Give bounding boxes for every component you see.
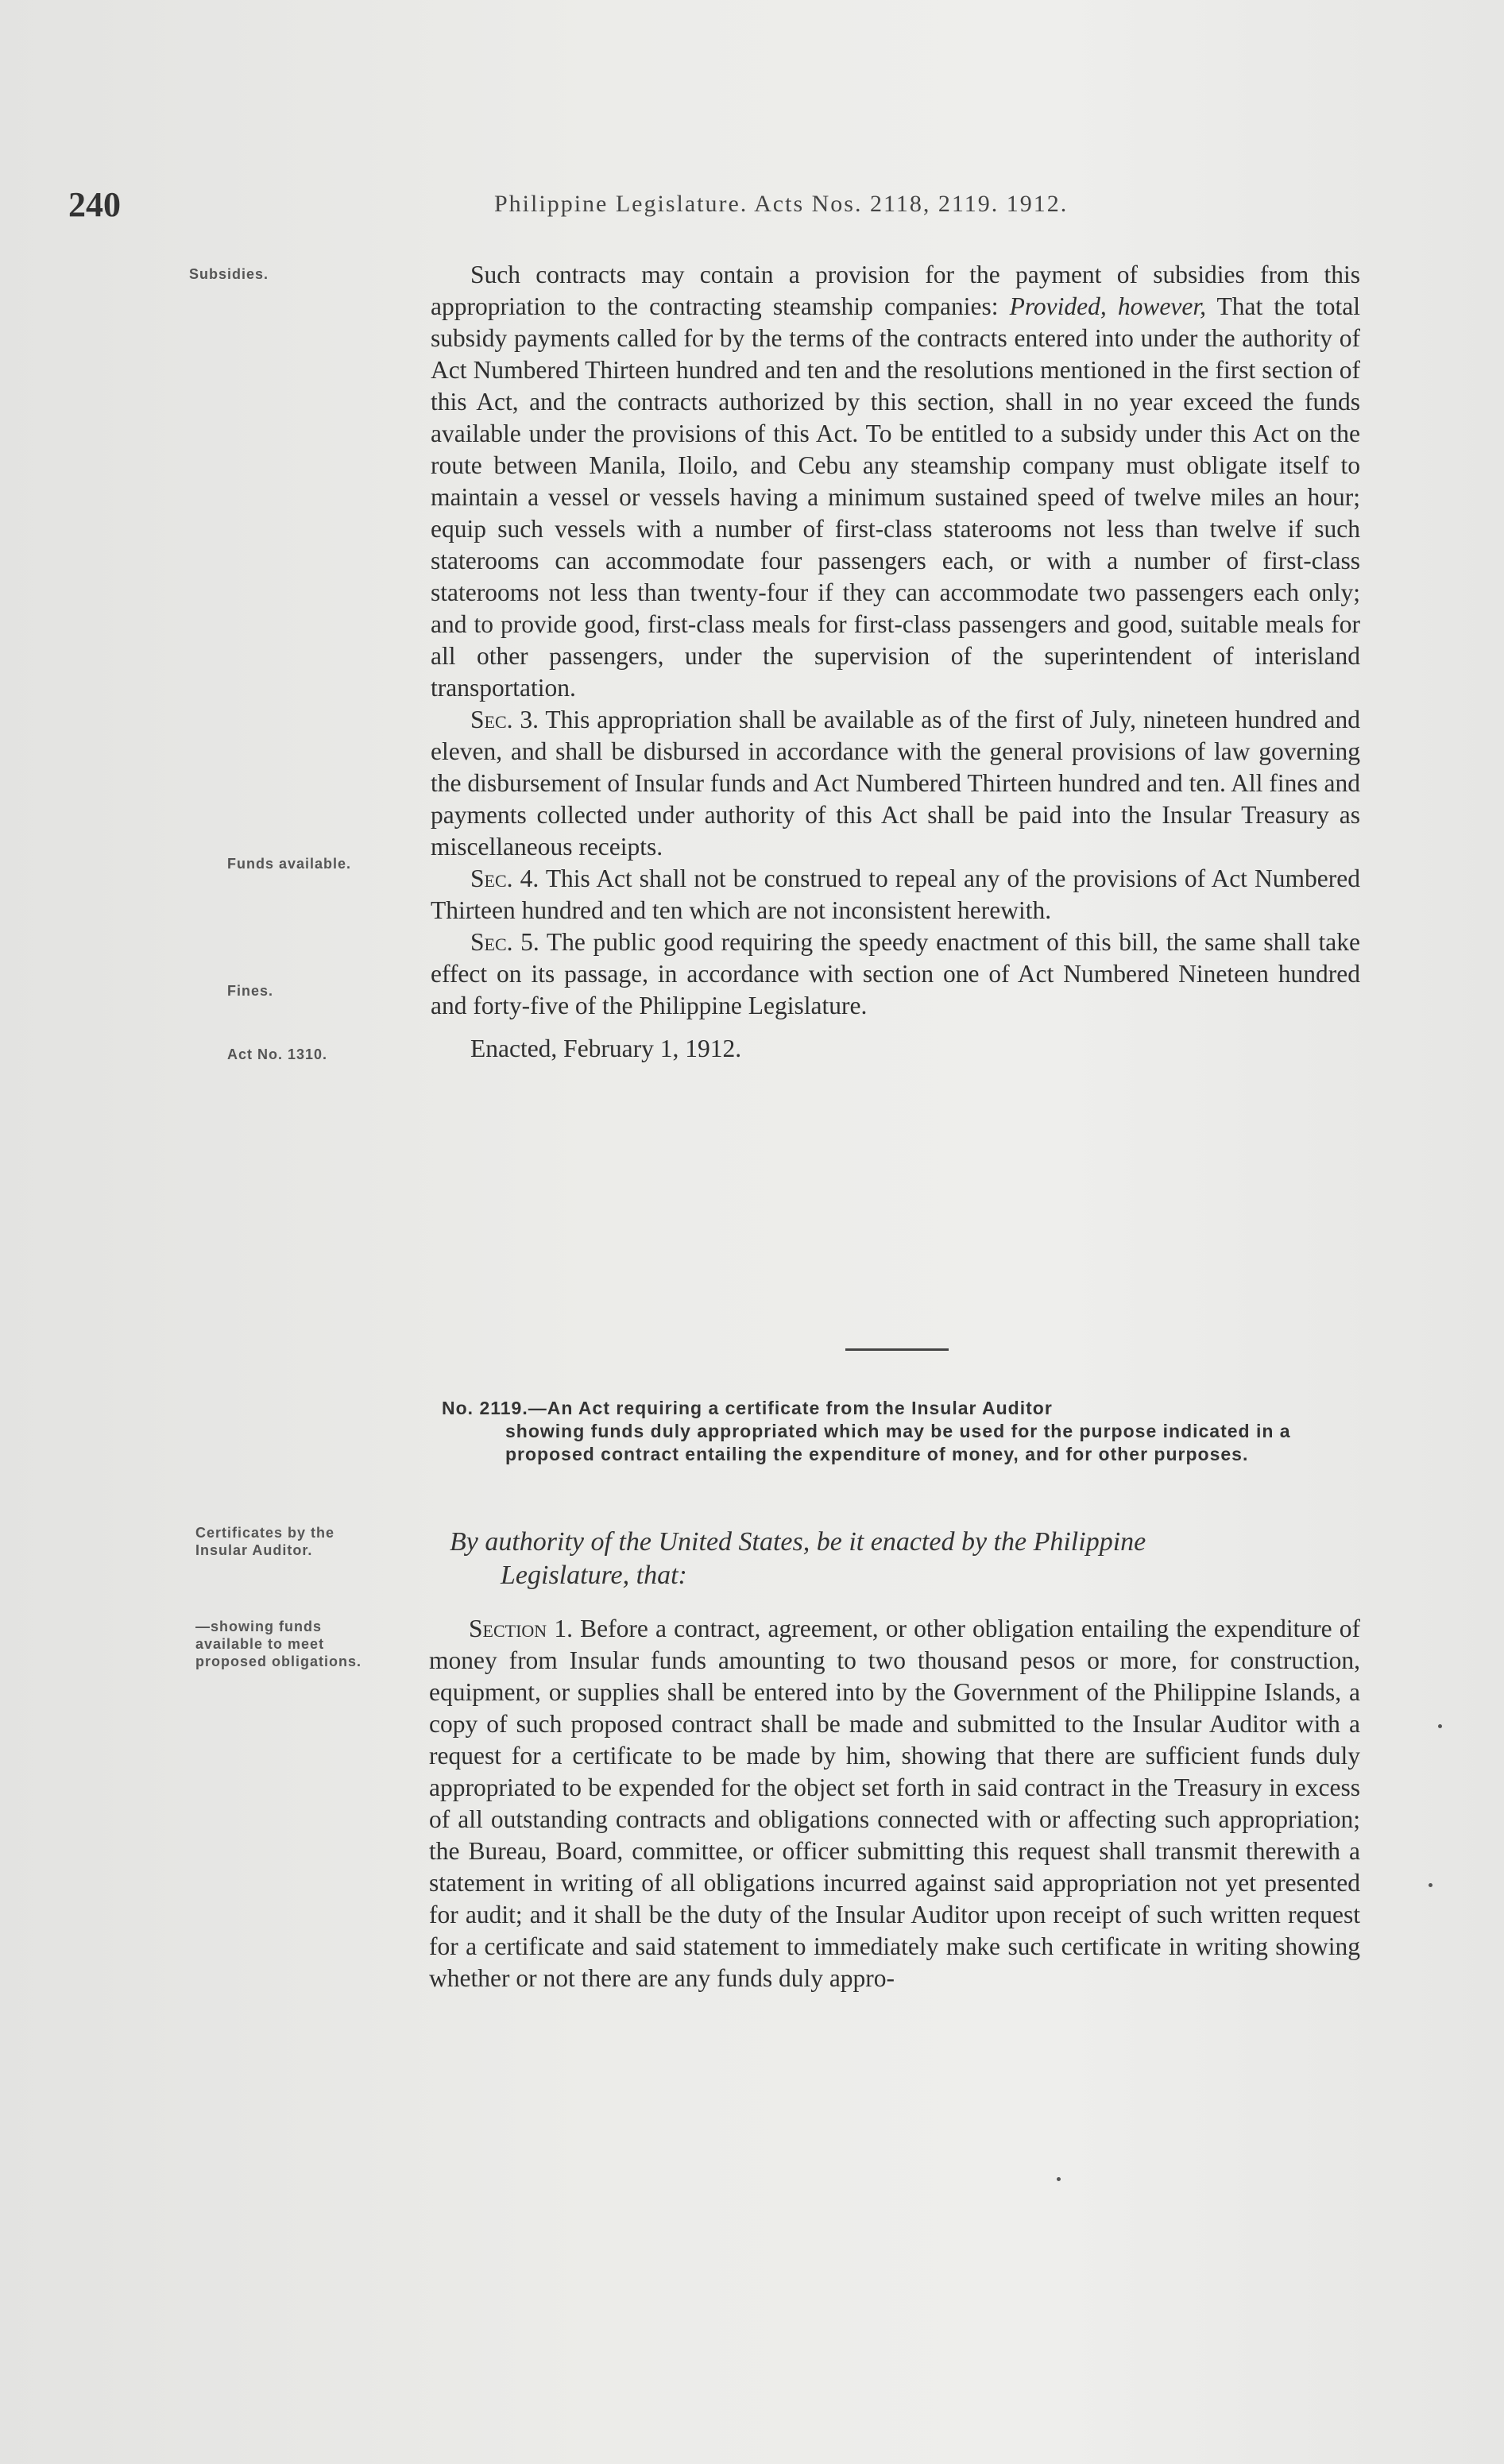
subsidies-text-b: That the total subsidy payments called for by the terms of the contracts entered into under the authority of Act Numbered Thirteen hundred and ten and the resolutions mentioned in the first section of this Act, and the contracts authorized by this section, shall in no year exceed the funds available under the provisions of this Act. To be entitled to a subsidy under this Act on the route between Manila, Iloilo, and Cebu any steamship company must obligate itself to maintain a vessel or vessels having a minimum sustained speed of twelve miles an hour; equip such vessels with a number of first-class staterooms not less than twelve if such staterooms can accommodate four passengers each, or with a number of first-class staterooms not less than twenty-four if they can accommodate two passengers each only; and to provide good, first-class meals for first-class passengers and good, suitable meals for all other passengers, under the supervision of the superintendent of interisland transportation. xyxy=(431,292,1361,702)
paragraph-subsidies xyxy=(431,259,1360,704)
section-1-label: Section 1. xyxy=(469,1615,573,1642)
margin-note-certificates-line2: Insular Auditor. xyxy=(195,1542,313,1558)
subsidies-text-a: Such contracts may contain a provision for the payment of subsidies from this appropriation to the contracting steamship companies: xyxy=(431,261,1360,320)
section-divider xyxy=(845,1348,949,1351)
margin-note-fines: Fines. xyxy=(227,983,274,999)
section-5-label: Sec. 5. xyxy=(470,928,539,956)
act-number: No. 2119. xyxy=(442,1398,528,1418)
margin-note-certificates xyxy=(195,1524,426,1559)
act-2119-title-first xyxy=(442,1397,1363,1420)
section-3-label: Sec. 3. xyxy=(470,706,539,733)
section-5 xyxy=(431,926,1360,1022)
section-3 xyxy=(431,704,1360,863)
act-2118-body xyxy=(431,259,1360,1065)
page-header xyxy=(68,184,1316,232)
margin-note-act-1310: Act No. 1310. xyxy=(227,1046,328,1062)
enacting-clause xyxy=(450,1526,1363,1592)
margin-note-certificates-line1: Certificates by the xyxy=(195,1525,335,1541)
margin-note-funds-available: Funds available. xyxy=(227,856,352,872)
scan-speck xyxy=(1057,2177,1061,2181)
section-4 xyxy=(431,863,1360,926)
act-2119-title-rest: showing funds duly appropriated which may be used for the purpose indicated in a proposed contract entailing the expenditure of money, and for other purposes. xyxy=(505,1421,1291,1464)
page-number: 240 xyxy=(68,185,121,224)
scan-speck xyxy=(1438,1724,1442,1728)
act-2119-title xyxy=(442,1397,1363,1466)
margin-note-showing-line3: proposed obligations. xyxy=(195,1654,362,1669)
enacting-line-2: Legislature, that: xyxy=(501,1561,687,1590)
margin-note-showing-line1: —showing funds xyxy=(195,1619,322,1634)
section-5-text: The public good requiring the speedy enactment of this bill, the same shall take effect on its passage, in accordance with section one of Act Numbered Nineteen hundred and forty-five of the Philippine Legislature. xyxy=(431,928,1360,1019)
section-3-text: This appropriation shall be available as of the first of July, nineteen hundred and eleven, and shall be disbursed in accordance with the general provisions of law governing the disbursement of Insular funds and Act Numbered Thirteen hundred and ten. All fines and payments collected under authority of this Act shall be paid into the Insular Treasury as miscellaneous receipts. xyxy=(431,706,1360,861)
margin-note-subsidies: Subsidies. xyxy=(189,266,269,282)
act-title-first-line: —An Act requiring a certificate from the Insular Auditor xyxy=(528,1398,1053,1418)
enacting-line-1: By authority of the United States, be it enacted by the Philippine xyxy=(450,1527,1146,1557)
running-head: Philippine Legislature. Acts Nos. 2118, 2119. 1912. xyxy=(494,191,1069,217)
section-1-text: Before a contract, agreement, or other obligation entailing the expenditure of money from Insular funds amounting to two thousand pesos or more, for construction, equipment, or supplies shall be entered into by the Government of the Philippine Islands, a copy of such proposed contract shall be made and submitted to the Insular Auditor with a request for a certificate to be made by him, showing that there are sufficient funds duly appropriated to be expended for the object set forth in said contract in the Treasury in excess of all outstanding contracts and obligations connected with or affecting such appropriation; the Bureau, Board, committee, or officer submitting this request shall transmit therewith a statement in writing of all obligations incurred against said appropriation not yet presented for audit; and it shall be the duty of the Insular Auditor upon receipt of such written request for a certificate and said statement to immediately make such certificate in writing showing whether or not there are any funds duly appro- xyxy=(429,1615,1360,1992)
section-1 xyxy=(429,1613,1360,1994)
act-2119-body xyxy=(429,1613,1360,1994)
section-4-text: This Act shall not be construed to repeal any of the provisions of Act Numbered Thirteen hundred and ten which are not inconsistent herewith. xyxy=(431,865,1361,924)
margin-note-showing-line2: available to meet xyxy=(195,1636,325,1652)
scan-speck xyxy=(1429,1883,1432,1887)
proviso-phrase: Provided, however, xyxy=(1009,292,1206,320)
enacted-date: Enacted, February 1, 1912. xyxy=(470,1035,742,1062)
margin-note-showing-funds xyxy=(195,1618,426,1670)
section-4-label: Sec. 4. xyxy=(470,865,539,892)
